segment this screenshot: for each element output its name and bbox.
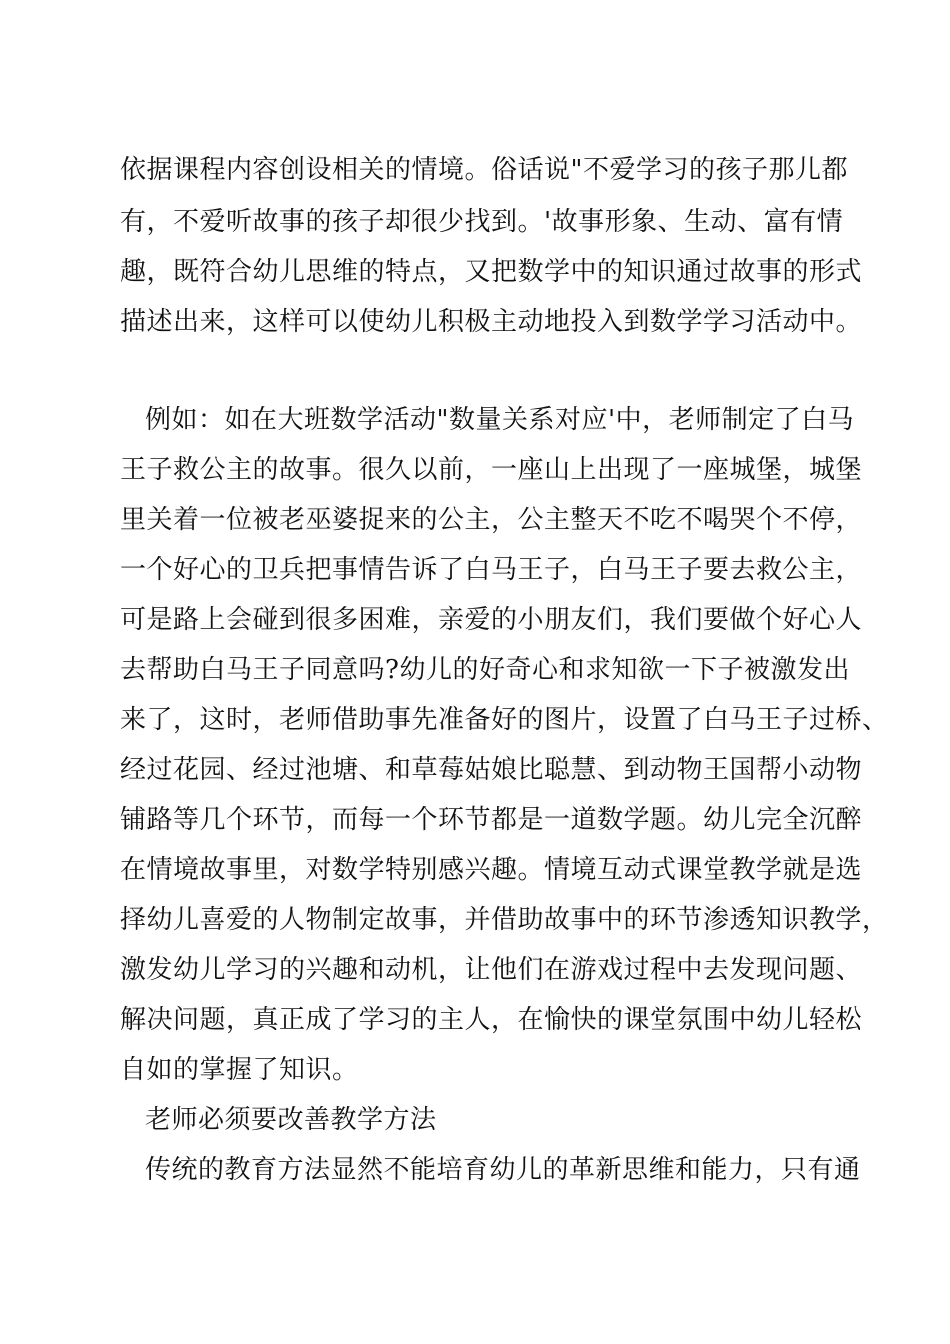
- paragraph-2-line-11: 择幼儿喜爱的人物制定故事，并借助故事中的环节渗透知识教学，: [120, 905, 889, 935]
- paragraph-2-line-13: 解决问题，真正成了学习的主人，在愉快的课堂氛围中幼儿轻松: [120, 1005, 863, 1035]
- paragraph-1-line-4: 描述出来，这样可以使幼儿积极主动地投入到数学学习活动中。: [120, 307, 863, 337]
- paragraph-2-line-5: 可是路上会碰到很多困难，亲爱的小朋友们，我们要做个好心人: [120, 605, 863, 635]
- paragraph-2-line-6: 去帮助白马王子同意吗?幼儿的好奇心和求知欲一下子被激发出: [120, 655, 850, 685]
- paragraph-2-line-7: 来了，这时，老师借助事先准备好的图片，设置了白马王子过桥、: [120, 705, 889, 735]
- paragraph-1-line-1: 依据课程内容创设相关的情境。俗话说"不爱学习的孩子那儿都: [120, 155, 848, 185]
- paragraph-3-line-1: 传统的教育方法显然不能培育幼儿的革新思维和能力，只有通: [145, 1155, 861, 1185]
- paragraph-2-line-4: 一个好心的卫兵把事情告诉了白马王子，白马王子要去救公主，: [120, 555, 863, 585]
- paragraph-2-line-9: 铺路等几个环节，而每一个环节都是一道数学题。幼儿完全沉醉: [120, 805, 863, 835]
- paragraph-2-line-3: 里关着一位被老巫婆捉来的公主，公主整天不吃不喝哭个不停，: [120, 505, 863, 535]
- paragraph-1-line-3: 趣，既符合幼儿思维的特点，又把数学中的知识通过故事的形式: [120, 257, 863, 287]
- paragraph-2-line-14: 自如的掌握了知识。: [120, 1055, 359, 1085]
- paragraph-2-line-2: 王子救公主的故事。很久以前，一座山上出现了一座城堡，城堡: [120, 455, 863, 485]
- section-heading: 老师必须要改善教学方法: [145, 1105, 437, 1135]
- paragraph-1-line-2: 有，不爱听故事的孩子却很少找到。'故事形象、生动、富有情: [120, 207, 844, 237]
- paragraph-2-line-12: 激发幼儿学习的兴趣和动机，让他们在游戏过程中去发现问题、: [120, 955, 863, 985]
- paragraph-2-line-1: 例如：如在大班数学活动"数量关系对应'中，老师制定了白马: [145, 405, 855, 435]
- paragraph-2-line-10: 在情境故事里，对数学特别感兴趣。情境互动式课堂教学就是选: [120, 855, 863, 885]
- paragraph-2-line-8: 经过花园、经过池塘、和草莓姑娘比聪慧、到动物王国帮小动物: [120, 755, 863, 785]
